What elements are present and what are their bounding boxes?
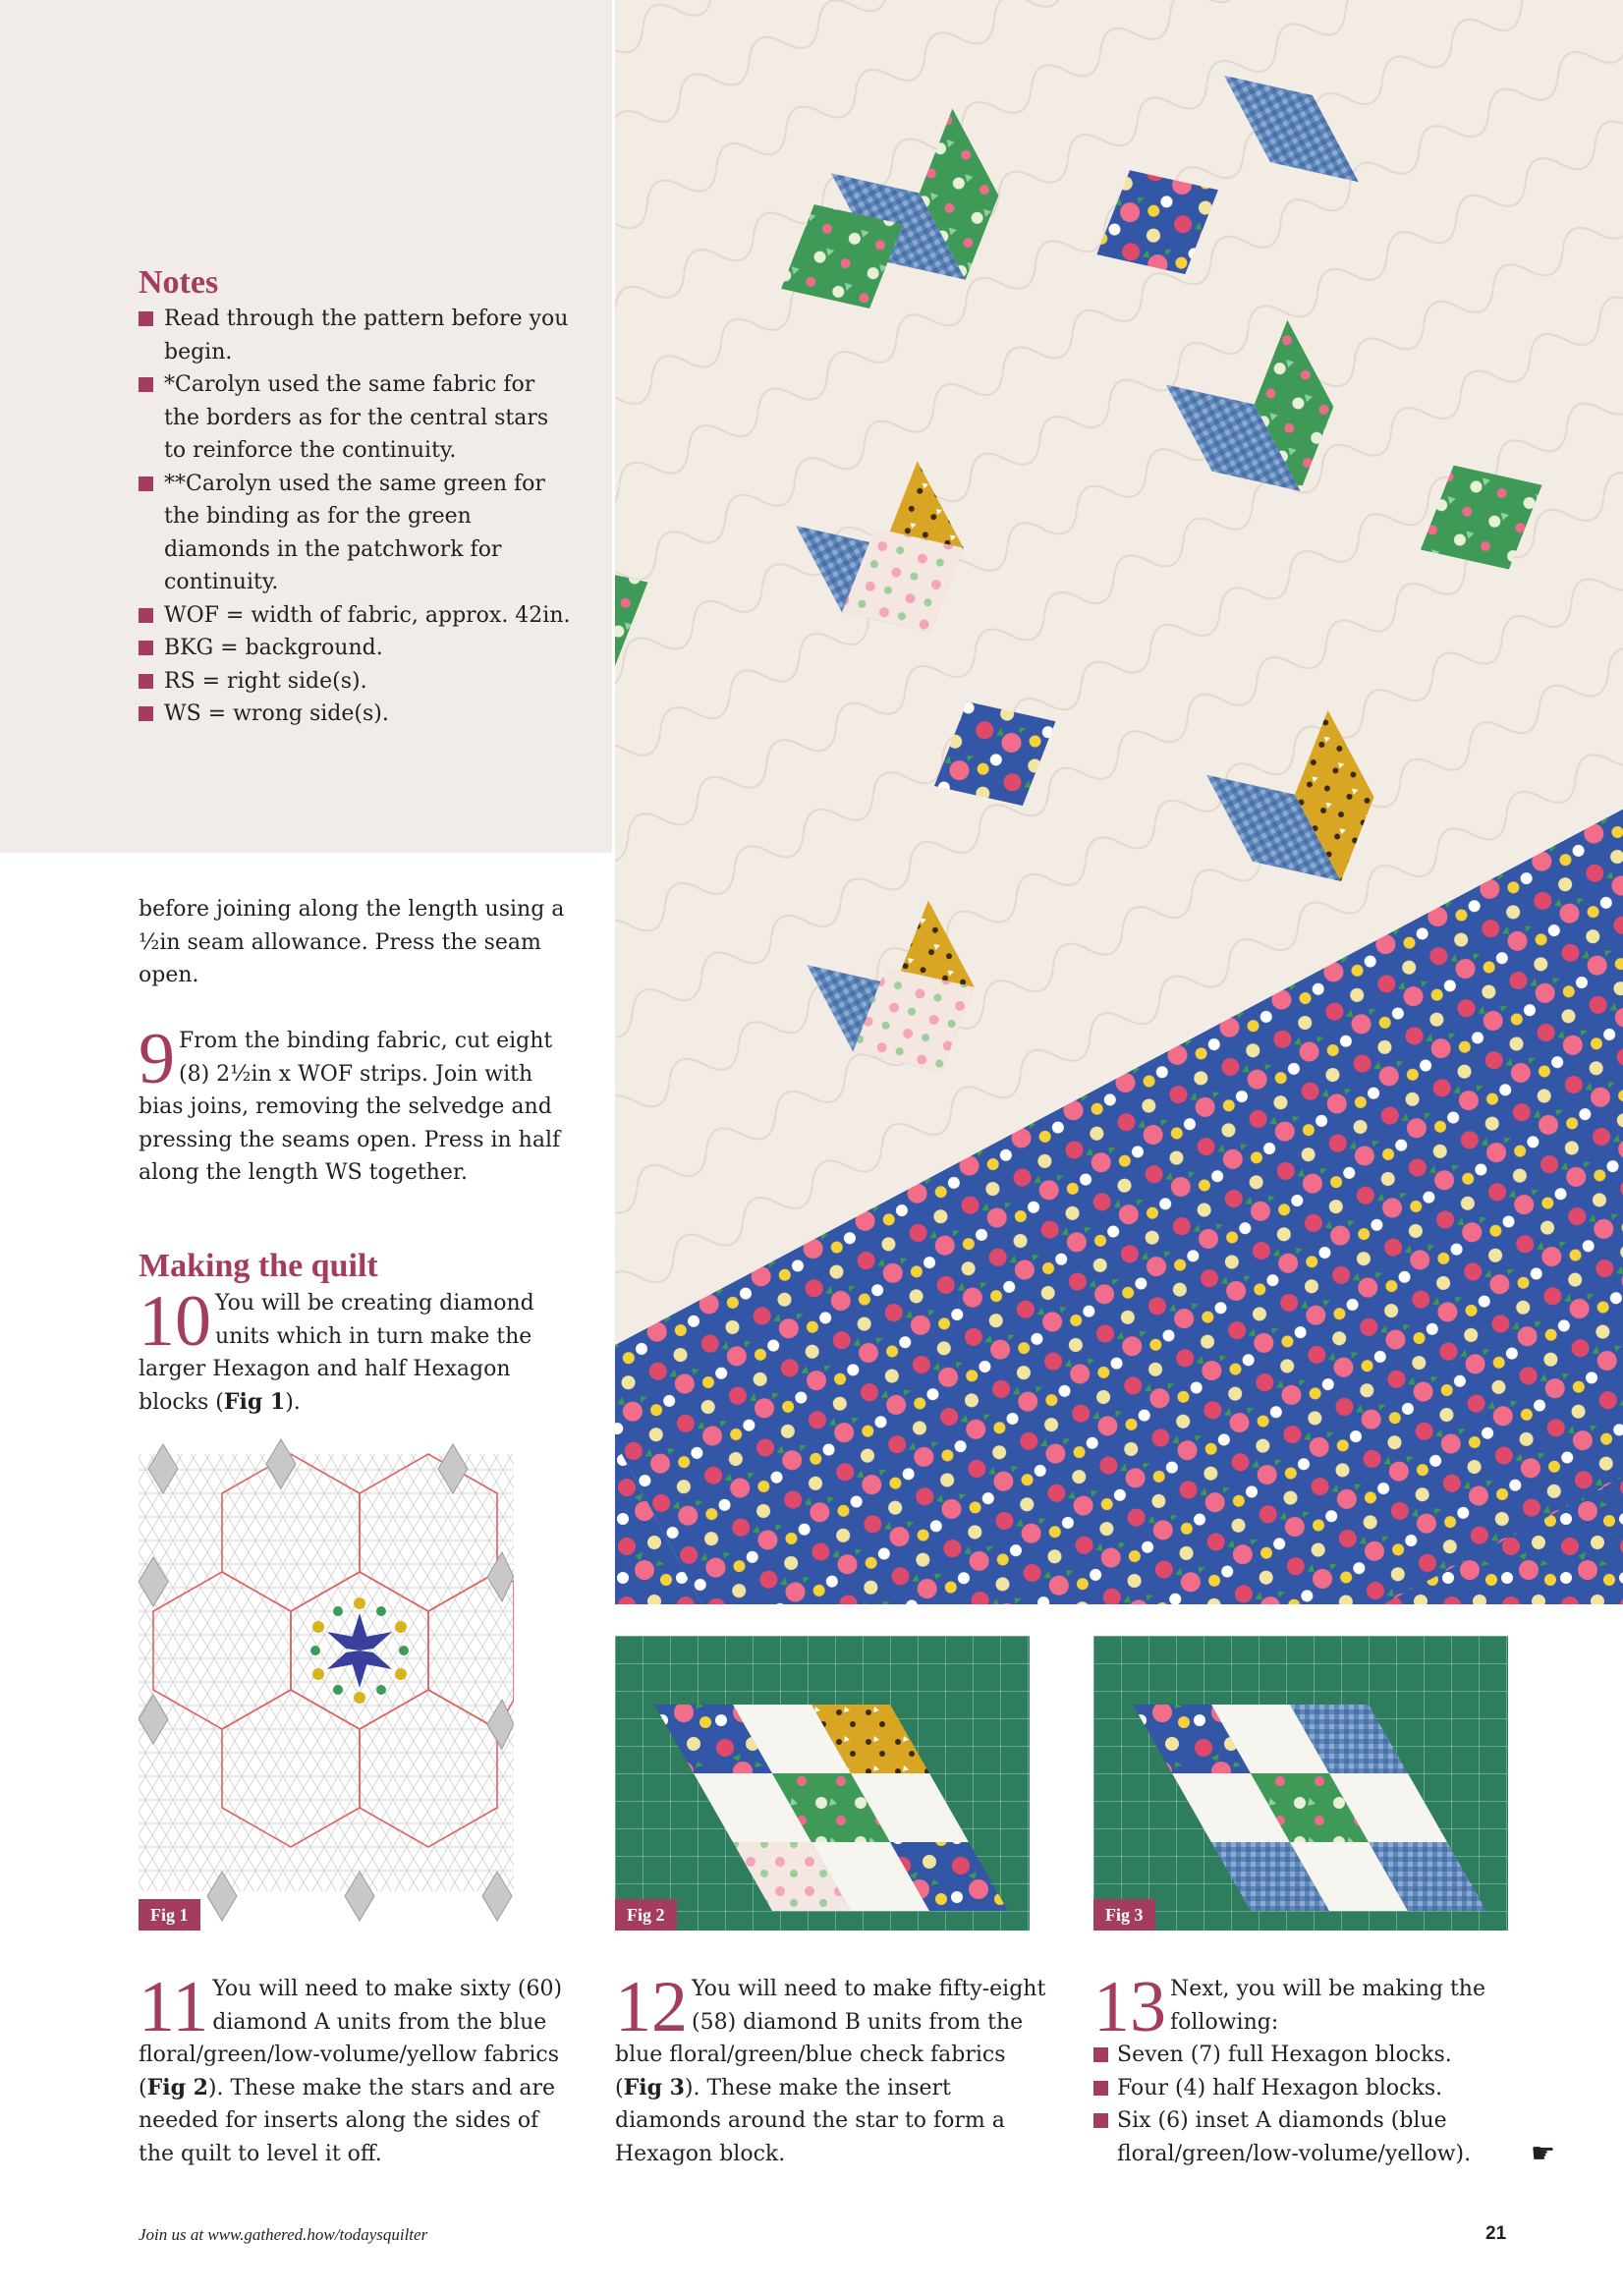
list-item: WS = wrong side(s). <box>139 698 571 731</box>
notes-list <box>139 303 571 731</box>
diamond-b-unit-image <box>1093 1636 1508 1931</box>
list-item: WOF = width of fabric, approx. 42in. <box>139 599 571 633</box>
step-number: 9 <box>139 1019 175 1099</box>
quilt-photo <box>615 0 1623 1604</box>
square-bullet-icon <box>139 377 153 392</box>
step-13 <box>1093 1967 1516 2170</box>
list-item: BKG = background. <box>139 632 571 665</box>
step-text: From the binding fabric, cut eight (8) 2½in x WOF strips. Join with bias joins, removing the selvedge and pressing the seams open. Press in half along the length WS together. <box>139 1029 561 1185</box>
figure-label: Fig 2 <box>615 1899 677 1931</box>
step-10: 10 You will be creating diamond units which in turn make the larger Hexagon and half Hexagon blocks (Fig 1). <box>139 1281 534 1415</box>
quilt-image <box>615 0 1623 1604</box>
figure-label: Fig 1 <box>139 1899 200 1931</box>
page-number: 21 <box>1485 2223 1507 2244</box>
diamond-a-unit-image <box>615 1636 1030 1931</box>
list-item: *Carolyn used the same fabric for the borders as for the central stars to reinforce the continuity. <box>139 368 571 468</box>
square-bullet-icon <box>139 608 153 623</box>
hexagon-layout-diagram <box>139 1434 514 1931</box>
step-9 <box>139 1019 571 1190</box>
figure-reference: Fig 3 <box>623 2074 685 2100</box>
step-number: 12 <box>615 1967 688 2047</box>
section-heading-making: Making the quilt <box>139 1248 378 1284</box>
square-bullet-icon <box>139 674 153 689</box>
fig3-photo <box>1093 1636 1508 1931</box>
step-number: 11 <box>139 1967 209 2047</box>
square-bullet-icon <box>139 476 153 491</box>
fig2-photo <box>615 1636 1030 1931</box>
list-item: **Carolyn used the same green for the binding as for the green diamonds in the patchwork for continuity. <box>139 468 571 599</box>
step-11: 11 You will need to make sixty (60) diamond A units from the blue floral/green/low-volume/yellow fabrics (Fig 2). These make the stars and are needed for inserts along the sides of the quilt to level it off. <box>139 1967 563 2166</box>
notes-title: Notes <box>139 264 219 301</box>
list-item: Seven (7) full Hexagon blocks. <box>1093 2039 1516 2072</box>
square-bullet-icon <box>139 641 153 655</box>
footer-url: Join us at www.gathered.how/todaysquilter <box>139 2225 428 2244</box>
list-item: Four (4) half Hexagon blocks. <box>1093 2072 1516 2105</box>
pointing-hand-icon: ☛ <box>1531 2137 1556 2169</box>
square-bullet-icon <box>139 311 153 326</box>
step-12: 12 You will need to make fifty-eight (58) diamond B units from the blue floral/green/blue check fabrics (Fig 3). These make the insert diamonds around the star to form a Hexagon block. <box>615 1967 1046 2166</box>
step-number: 13 <box>1093 1967 1166 2047</box>
figure-label: Fig 3 <box>1093 1899 1155 1931</box>
list-item: Read through the pattern before you begin. <box>139 303 571 368</box>
list-item: Six (6) inset A diamonds (blue floral/green/low-volume/yellow). <box>1093 2104 1516 2170</box>
figure-reference: Fig 2 <box>146 2074 208 2100</box>
continued-paragraph: before joining along the length using a ½in seam allowance. Press the seam open. <box>139 897 565 987</box>
step-text: Next, you will be making the following: <box>1170 1977 1485 2035</box>
square-bullet-icon <box>139 706 153 721</box>
step-number: 10 <box>139 1281 211 1362</box>
fig1-diagram <box>139 1434 514 1931</box>
list-item: RS = right side(s). <box>139 665 571 699</box>
figure-reference: Fig 1 <box>223 1388 286 1415</box>
